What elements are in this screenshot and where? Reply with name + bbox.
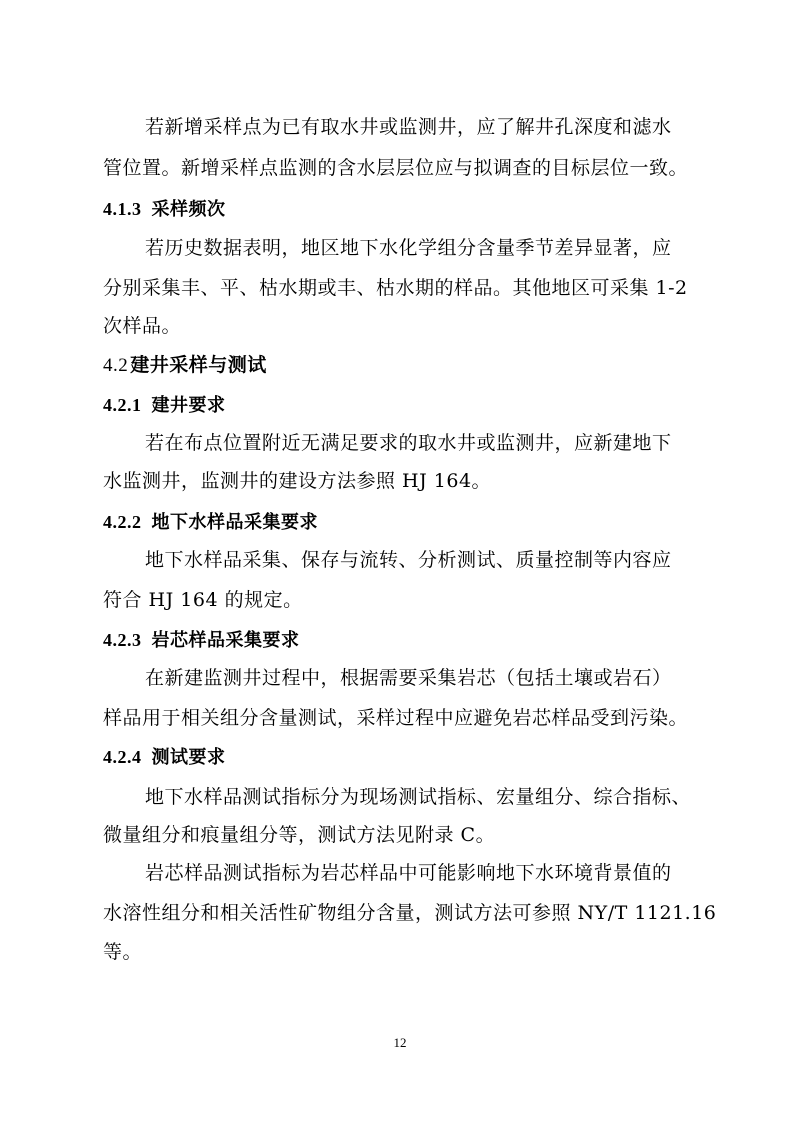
paragraph-line: 岩芯样品测试指标为岩芯样品中可能影响地下水环境背景值的 (145, 862, 672, 884)
section-heading-4-2 (103, 353, 267, 378)
section-heading-4-2-1 (103, 393, 226, 418)
paragraph-line: 符合 HJ 164 的规定。 (103, 589, 303, 611)
paragraph-line: 地下水样品采集、保存与流转、分析测试、质量控制等内容应 (145, 549, 672, 571)
paragraph-line: 若历史数据表明，地区地下水化学组分含量季节差异显著，应 (145, 237, 672, 259)
page-number: 12 (393, 1035, 407, 1050)
section-title: 建井采样与测试 (130, 354, 267, 376)
section-number: 4.2 (103, 355, 129, 376)
paragraph-line: 若新增采样点为已有取水井或监测井，应了解井孔深度和滤水 (145, 116, 672, 138)
paragraph-line: 分别采集丰、平、枯水期或丰、枯水期的样品。其他地区可采集 1-2 (103, 277, 688, 299)
paragraph-line: 在新建监测井过程中，根据需要采集岩芯（包括土壤或岩石） (145, 667, 672, 689)
paragraph-line: 样品用于相关组分含量测试，采样过程中应避免岩芯样品受到污染。 (103, 707, 689, 729)
paragraph-line: 微量组分和痕量组分等，测试方法见附录 C。 (103, 824, 496, 846)
paragraph-line: 管位置。新增采样点监测的含水层层位应与拟调查的目标层位一致。 (103, 157, 689, 179)
section-number: 4.2.4 (103, 747, 142, 767)
section-title: 测试要求 (151, 747, 226, 768)
paragraph-line: 水监测井，监测井的建设方法参照 HJ 164。 (103, 470, 492, 492)
section-title: 地下水样品采集要求 (151, 512, 318, 533)
paragraph-line: 若在布点位置附近无满足要求的取水井或监测井，应新建地下 (145, 432, 672, 454)
section-number: 4.2.3 (103, 630, 142, 650)
paragraph-line: 水溶性组分和相关活性矿物组分含量，测试方法可参照 NY/T 1121.16 (103, 902, 717, 924)
section-title: 建井要求 (151, 395, 226, 416)
paragraph-line: 地下水样品测试指标分为现场测试指标、宏量组分、综合指标、 (145, 786, 692, 808)
section-heading-4-2-2 (103, 510, 318, 535)
section-number: 4.2.2 (103, 512, 142, 532)
section-title: 岩芯样品采集要求 (151, 630, 300, 651)
section-heading-4-2-4 (103, 745, 226, 770)
paragraph-line: 次样品。 (103, 315, 182, 337)
section-number: 4.2.1 (103, 395, 142, 415)
section-heading-4-1-3 (103, 197, 226, 222)
paragraph-line: 等。 (103, 941, 143, 963)
section-number: 4.1.3 (103, 199, 142, 219)
section-title: 采样频次 (151, 199, 226, 220)
section-heading-4-2-3 (103, 628, 300, 653)
